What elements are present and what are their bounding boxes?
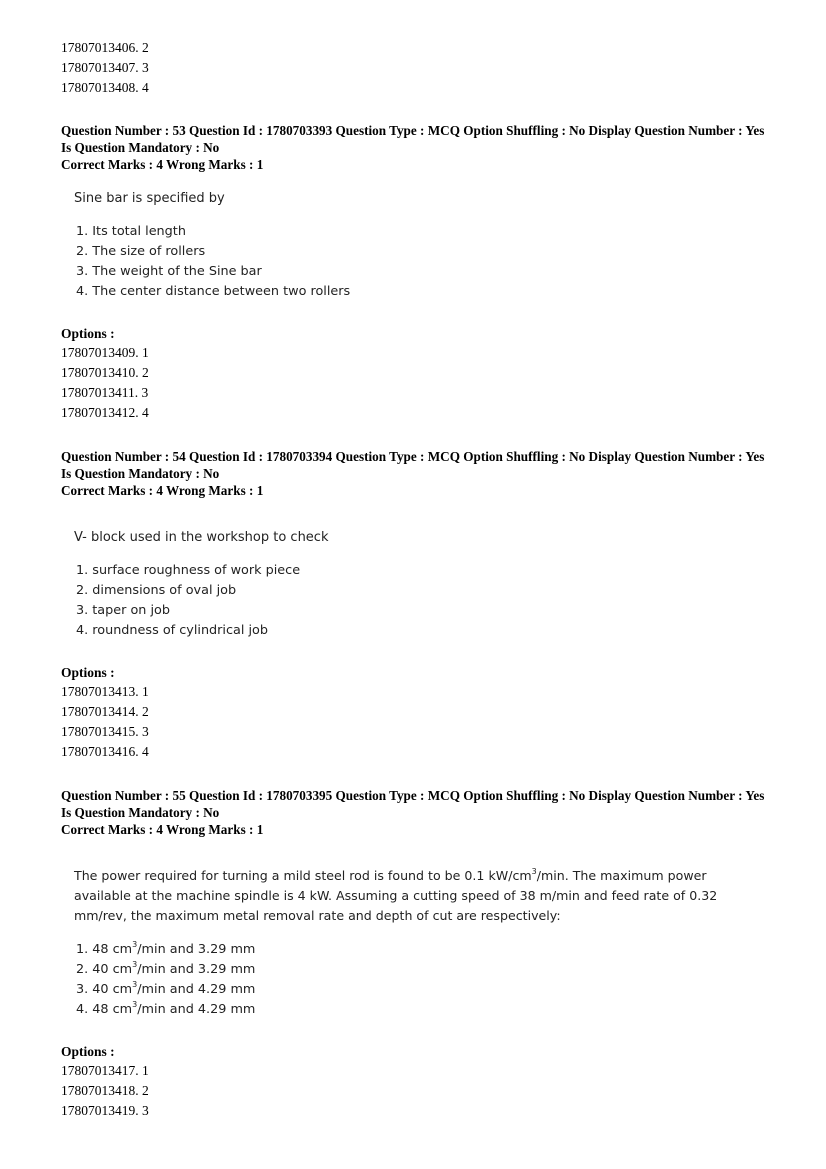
option-line: 17807013419. 3 xyxy=(61,1103,149,1118)
option-line: 17807013410. 2 xyxy=(61,365,149,380)
choice-list xyxy=(76,561,300,641)
options-heading: Options : xyxy=(61,1044,115,1059)
option-line: 17807013418. 2 xyxy=(61,1083,149,1098)
option-line: 17807013415. 3 xyxy=(61,724,149,739)
choice-item: 2. dimensions of oval job xyxy=(76,583,237,598)
option-line: 17807013408. 4 xyxy=(61,80,149,95)
question-meta xyxy=(61,787,781,838)
choice-item: 2. The size of rollers xyxy=(76,244,206,259)
question-mandatory: Is Question Mandatory : No xyxy=(61,466,220,481)
question-meta-line: Question Number : 55 Question Id : 1780703395 Question Type : MCQ Option Shuffling : No Display Question Number : Yes xyxy=(61,788,765,803)
choice-item: 4. The center distance between two rollers xyxy=(76,284,351,299)
choice-item: 3. taper on job xyxy=(76,603,170,618)
question-text-part: /min. The maximum power available at the machine spindle is 4 kW. Assuming a cutting speed of 38 m/min and feed rate of 0.32 mm/rev, the maximum metal removal rate and depth of cut are respectively: xyxy=(74,868,718,923)
option-line: 17807013413. 1 xyxy=(61,684,149,699)
option-line: 17807013407. 3 xyxy=(61,60,149,75)
question-meta xyxy=(61,448,781,499)
choice-item: 1. 48 $cm^3/\min$ and 3.29 mm xyxy=(76,940,256,957)
question-text xyxy=(74,866,766,926)
question-mandatory: Is Question Mandatory : No xyxy=(61,140,220,155)
question-text-part: The power required for turning a mild steel rod is found to be 0.1 kW/cm xyxy=(74,868,532,883)
choice-item: 4. roundness of cylindrical job xyxy=(76,623,268,638)
superscript: 3 xyxy=(531,867,537,876)
option-line: 17807013416. 4 xyxy=(61,744,149,759)
choice-list xyxy=(76,222,350,302)
question-text: V- block used in the workshop to check xyxy=(74,530,329,545)
option-line: 17807013414. 2 xyxy=(61,704,149,719)
option-line: 17807013411. 3 xyxy=(61,385,149,400)
choice-item: 3. 40 $cm^3/\min$ and 4.29 mm xyxy=(76,980,256,997)
options-heading: Options : xyxy=(61,326,115,341)
choice-list xyxy=(76,940,255,1020)
option-line: 17807013417. 1 xyxy=(61,1063,149,1078)
question-meta-line: Question Number : 53 Question Id : 1780703393 Question Type : MCQ Option Shuffling : No Display Question Number : Yes xyxy=(61,123,765,138)
options-heading: Options : xyxy=(61,665,115,680)
question-marks: Correct Marks : 4 Wrong Marks : 1 xyxy=(61,822,264,837)
option-line: 17807013406. 2 xyxy=(61,40,149,55)
choice-item: 1. Its total length xyxy=(76,224,186,239)
choice-item: 2. 40 $cm^3/\min$ and 3.29 mm xyxy=(76,960,256,977)
question-marks: Correct Marks : 4 Wrong Marks : 1 xyxy=(61,483,264,498)
question-meta xyxy=(61,122,781,173)
question-text: Sine bar is specified by xyxy=(74,191,225,206)
option-line: 17807013412. 4 xyxy=(61,405,149,420)
option-line: 17807013409. 1 xyxy=(61,345,149,360)
question-marks: Correct Marks : 4 Wrong Marks : 1 xyxy=(61,157,264,172)
question-meta-line: Question Number : 54 Question Id : 1780703394 Question Type : MCQ Option Shuffling : No Display Question Number : Yes xyxy=(61,449,765,464)
choice-item: 3. The weight of the Sine bar xyxy=(76,264,262,279)
choice-item: 4. 48 $cm^3/\min$ and 4.29 mm xyxy=(76,1000,256,1017)
question-mandatory: Is Question Mandatory : No xyxy=(61,805,220,820)
choice-item: 1. surface roughness of work piece xyxy=(76,563,301,578)
